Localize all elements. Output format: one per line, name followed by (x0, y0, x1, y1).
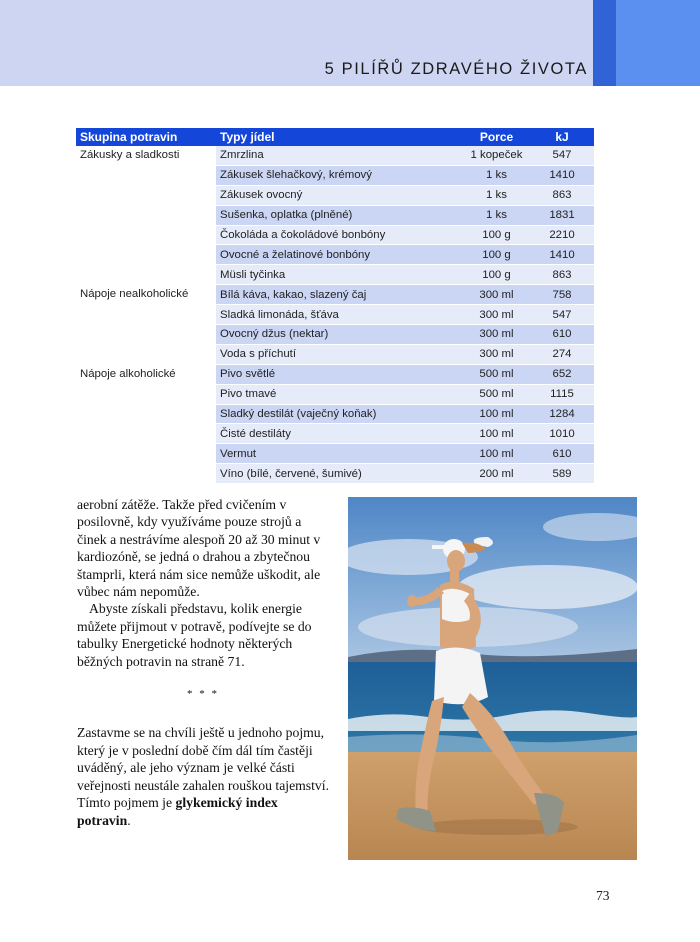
page-number: 73 (596, 888, 610, 903)
cell-kj: 610 (530, 325, 594, 345)
sand (348, 752, 637, 860)
cell-portion: 100 ml (463, 424, 530, 444)
cell-food: Sladký destilát (vaječný koňak) (216, 404, 463, 424)
cell-kj: 1284 (530, 404, 594, 424)
cell-food: Čokoláda a čokoládové bonbóny (216, 225, 463, 245)
body-text-column (77, 496, 329, 829)
photo-illustration (348, 497, 637, 860)
cell-group: Nápoje alkoholické (76, 364, 216, 483)
cell-portion: 1 ks (463, 165, 530, 185)
cell-food: Víno (bílé, červené, šumivé) (216, 464, 463, 484)
cell-food: Sladká limonáda, šťáva (216, 305, 463, 325)
cell-food: Čisté destiláty (216, 424, 463, 444)
cell-kj: 2210 (530, 225, 594, 245)
table-header-row (76, 128, 594, 146)
cell-food: Ovocný džus (nektar) (216, 325, 463, 345)
table-body (76, 146, 594, 484)
cell-food: Vermut (216, 444, 463, 464)
cell-portion: 100 g (463, 245, 530, 265)
column-header-food: Typy jídel (216, 128, 463, 146)
cell-kj: 863 (530, 185, 594, 205)
cell-group: Zákusky a sladkosti (76, 146, 216, 285)
cell-portion: 300 ml (463, 285, 530, 305)
cell-portion: 1 kopeček (463, 146, 530, 165)
paragraph-2: Abyste získali představu, kolik energie můžete přijmout v potravě, podívejte se do tabulky Energetické hodnoty některých běžných potravin na straně 71. (77, 601, 312, 669)
cell-group: Nápoje nealkoholické (76, 285, 216, 365)
cell-kj: 589 (530, 464, 594, 484)
paragraph-1: aerobní zátěže. Takže před cvičením v posilovně, kdy využíváme pouze strojů a činek a nestrávíme alespoň 20 až 30 minut v kardiozóně, se jedná o drahou a zbytečnou štamprli, která nám sice nemůže uškodit, ale vůbec nám nepomůže. (77, 497, 321, 600)
table-row (76, 285, 594, 305)
column-header-group: Skupina potravin (76, 128, 216, 146)
cell-portion: 200 ml (463, 464, 530, 484)
cell-kj: 1115 (530, 384, 594, 404)
paragraph-3-text: Zastavme se na chvíli ještě u jednoho pojmu, který je v poslední době čím dál tím častěji uváděný, ale jeho význam je velké části veřejnosti neustále zahalen rouškou tajemství. Tímto pojmem je (77, 725, 330, 811)
cell-kj: 1010 (530, 424, 594, 444)
cell-kj: 274 (530, 344, 594, 364)
cell-kj: 1410 (530, 165, 594, 185)
cell-food: Ovocné a želatinové bonbóny (216, 245, 463, 265)
table-row (76, 146, 594, 165)
column-header-kj: kJ (530, 128, 594, 146)
cell-food: Müsli tyčinka (216, 265, 463, 285)
header-right-block (616, 0, 700, 86)
cell-kj: 758 (530, 285, 594, 305)
paragraph-3 (77, 724, 329, 828)
table-row (76, 364, 594, 384)
cell-food: Voda s příchutí (216, 344, 463, 364)
cell-kj: 547 (530, 305, 594, 325)
cell-food: Zákusek šlehačkový, krémový (216, 165, 463, 185)
food-energy-table (76, 128, 594, 484)
cell-food: Bílá káva, kakao, slazený čaj (216, 285, 463, 305)
cell-portion: 300 ml (463, 305, 530, 325)
cell-kj: 863 (530, 265, 594, 285)
header-accent-block (593, 0, 616, 86)
cell-food: Zákusek ovocný (216, 185, 463, 205)
column-header-portion: Porce (463, 128, 530, 146)
running-header-title: 5 PILÍŘŮ ZDRAVÉHO ŽIVOTA (324, 60, 588, 78)
paragraph-3-bold-term: glykemický index potravin (77, 795, 278, 828)
paragraph-3-end: . (127, 812, 131, 828)
cell-food: Zmrzlina (216, 146, 463, 165)
cloud (458, 565, 637, 609)
cell-portion: 300 ml (463, 325, 530, 345)
section-separator: * * * (187, 688, 219, 701)
cell-kj: 610 (530, 444, 594, 464)
cell-kj: 652 (530, 364, 594, 384)
cell-portion: 500 ml (463, 364, 530, 384)
cell-portion: 500 ml (463, 384, 530, 404)
cell-food: Pivo světlé (216, 364, 463, 384)
cell-food: Pivo tmavé (216, 384, 463, 404)
cell-portion: 100 g (463, 225, 530, 245)
cell-portion: 1 ks (463, 205, 530, 225)
cell-portion: 100 g (463, 265, 530, 285)
cell-portion: 100 ml (463, 444, 530, 464)
cell-kj: 547 (530, 146, 594, 165)
cell-portion: 300 ml (463, 344, 530, 364)
cell-portion: 100 ml (463, 404, 530, 424)
runner-on-beach-photo (348, 497, 637, 860)
cell-portion: 1 ks (463, 185, 530, 205)
cell-food: Sušenka, oplatka (plněné) (216, 205, 463, 225)
cell-kj: 1410 (530, 245, 594, 265)
cell-kj: 1831 (530, 205, 594, 225)
